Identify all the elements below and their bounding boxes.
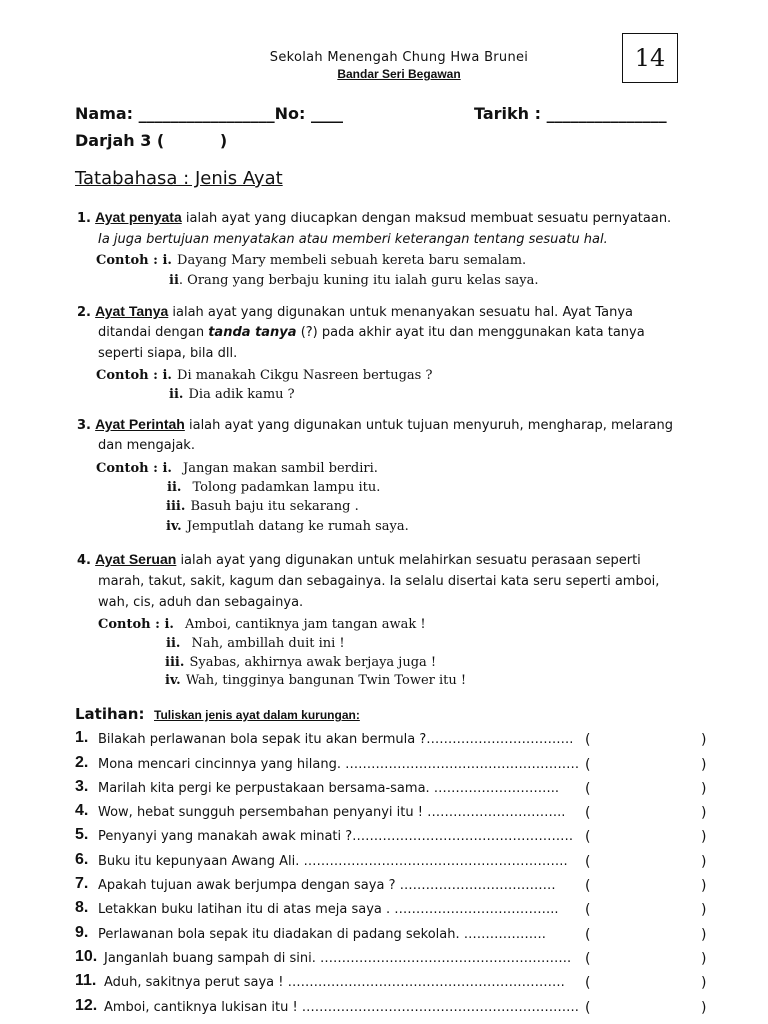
- example-text: Di manakah Cikgu Nasreen bertugas ?: [177, 368, 433, 383]
- example-num: iv.: [165, 673, 181, 688]
- answer-open-paren[interactable]: (: [585, 732, 591, 748]
- question-number: 8.: [75, 899, 89, 916]
- question-text: Apakah tujuan awak berjumpa dengan saya ? ………………………………: [98, 878, 556, 893]
- answer-close-paren[interactable]: ): [701, 902, 707, 918]
- answer-open-paren[interactable]: (: [585, 951, 591, 967]
- page-title: Tatabahasa : Jenis Ayat: [75, 168, 283, 189]
- answer-close-paren[interactable]: ): [701, 854, 707, 870]
- example-text: Dayang Mary membeli sebuah kereta baru semalam.: [177, 253, 527, 268]
- tarikh-field: Tarikh : _______________: [474, 104, 667, 123]
- contoh-label: Contoh :: [96, 461, 163, 476]
- section-number: 3.: [77, 418, 91, 433]
- answer-open-paren[interactable]: (: [585, 902, 591, 918]
- contoh-1: [96, 249, 526, 268]
- question-number: 3.: [75, 778, 89, 795]
- section-2: [77, 301, 633, 323]
- example-3-ii: [167, 476, 380, 495]
- contoh-3: [96, 457, 378, 476]
- example-num: i.: [162, 461, 172, 476]
- contoh-label: Contoh :: [98, 617, 165, 632]
- answer-close-paren[interactable]: ): [701, 951, 707, 967]
- question-text: Wow, hebat sungguh persembahan penyanyi itu ! …………………………..: [98, 805, 566, 820]
- nama-field: Nama: _________________No: ____: [75, 104, 343, 123]
- example-text: Nah, ambillah duit ini !: [191, 636, 345, 651]
- example-num: i.: [162, 253, 172, 268]
- section-1-line-2: Ia juga bertujuan menyatakan atau memberi keterangan tentang sesuatu hal.: [98, 232, 608, 247]
- section-3-line-2: dan mengajak.: [98, 438, 195, 453]
- example-num: i.: [164, 617, 174, 632]
- answer-open-paren[interactable]: (: [585, 854, 591, 870]
- answer-open-paren[interactable]: (: [585, 1000, 591, 1016]
- answer-open-paren[interactable]: (: [585, 781, 591, 797]
- question-number: 9.: [75, 924, 89, 941]
- answer-close-paren[interactable]: ): [701, 757, 707, 773]
- question-number: 4.: [75, 802, 89, 819]
- section-text: ialah ayat yang digunakan untuk melahirkan sesuatu perasaan seperti: [176, 553, 641, 568]
- example-num: iii.: [165, 655, 185, 670]
- term-ayat-perintah: Ayat Perintah: [95, 416, 185, 432]
- question-text: Mona mencari cincinnya yang hilang. ………………………………………………: [98, 757, 580, 772]
- contoh-label: Contoh :: [96, 253, 163, 268]
- answer-open-paren[interactable]: (: [585, 805, 591, 821]
- question-text: Penyanyi yang manakah awak minati ?……………………………………………: [98, 829, 574, 844]
- question-text: Bilakah perlawanan bola sepak itu akan bermula ?…………………………….: [98, 732, 574, 747]
- section-4-line-3: wah, cis, aduh dan sebagainya.: [98, 595, 304, 610]
- question-text: Letakkan buku latihan itu di atas meja saya . ………………………………..: [98, 902, 559, 917]
- example-text: . Orang yang berbaju kuning itu ialah guru kelas saya.: [178, 273, 539, 288]
- contoh-label: Contoh :: [96, 368, 163, 383]
- term-ayat-penyata: Ayat penyata: [95, 209, 182, 225]
- example-text: Syabas, akhirnya awak berjaya juga !: [189, 655, 437, 670]
- section-2-line-3: seperti siapa, bila dll.: [98, 346, 238, 361]
- question-text: Marilah kita pergi ke perpustakaan bersama-sama. ………………………..: [98, 781, 560, 796]
- answer-open-paren[interactable]: (: [585, 927, 591, 943]
- answer-open-paren[interactable]: (: [585, 757, 591, 773]
- question-text: Aduh, sakitnya perut saya ! ……………………………………………………….: [104, 975, 565, 990]
- answer-close-paren[interactable]: ): [701, 927, 707, 943]
- school-name: Sekolah Menengah Chung Hwa Brunei: [269, 50, 529, 65]
- example-num: ii.: [166, 636, 181, 651]
- latihan-instruction: Tuliskan jenis ayat dalam kurungan:: [154, 708, 360, 722]
- section-number: 2.: [77, 305, 91, 320]
- section-text: ditandai dengan: [98, 325, 209, 340]
- example-num: iv.: [166, 519, 182, 534]
- school-city: Bandar Seri Begawan: [337, 67, 461, 81]
- tanda-tanya: tanda tanya: [208, 325, 297, 340]
- example-3-iv: [166, 515, 409, 534]
- section-text: ialah ayat yang diucapkan dengan maksud membuat sesuatu pernyataan.: [181, 211, 672, 226]
- question-number: 1.: [75, 729, 89, 746]
- example-num: ii: [169, 273, 179, 288]
- question-text: Janganlah buang sampah di sini. ………………………………………………….: [104, 951, 572, 966]
- section-text: ialah ayat yang digunakan untuk tujuan menyuruh, mengharap, melarang: [184, 418, 674, 433]
- example-4-ii: [166, 632, 345, 651]
- darjah-field: Darjah 3 ( ): [75, 131, 228, 150]
- answer-open-paren[interactable]: (: [585, 878, 591, 894]
- example-num: iii.: [166, 499, 186, 514]
- section-2-line-2: [98, 322, 645, 343]
- example-text: Basuh baju itu sekarang .: [190, 499, 359, 514]
- term-ayat-tanya: Ayat Tanya: [95, 303, 169, 319]
- example-text: Jangan makan sambil berdiri.: [183, 461, 378, 476]
- question-number: 7.: [75, 875, 89, 892]
- example-3-iii: [166, 495, 359, 514]
- answer-open-paren[interactable]: (: [585, 975, 591, 991]
- example-num: i.: [162, 368, 172, 383]
- question-number: 5.: [75, 826, 89, 843]
- question-number: 6.: [75, 851, 89, 868]
- page-number-box: [622, 33, 678, 83]
- answer-close-paren[interactable]: ): [701, 1000, 707, 1016]
- answer-close-paren[interactable]: ): [701, 781, 707, 797]
- section-3: [77, 414, 673, 436]
- answer-close-paren[interactable]: ): [701, 829, 707, 845]
- section-number: 4.: [77, 553, 91, 568]
- example-text: Amboi, cantiknya jam tangan awak !: [185, 617, 426, 632]
- contoh-2: [96, 364, 432, 383]
- term-ayat-seruan: Ayat Seruan: [95, 551, 177, 567]
- example-text: Wah, tingginya bangunan Twin Tower itu !: [185, 673, 467, 688]
- question-number: 11.: [75, 972, 97, 989]
- page-number: 14: [634, 44, 666, 72]
- section-text: (?) pada akhir ayat itu dan menggunakan kata tanya: [296, 325, 645, 340]
- example-num: ii.: [167, 480, 182, 495]
- example-text: Dia adik kamu ?: [188, 387, 295, 402]
- example-2-ii: [169, 383, 295, 402]
- question-text: Buku itu kepunyaan Awang Ali. …………………………………………………….: [98, 854, 568, 869]
- example-4-iv: [165, 669, 466, 688]
- example-text: Jemputlah datang ke rumah saya.: [186, 519, 409, 534]
- latihan-label: Latihan:: [75, 705, 145, 723]
- example-4-iii: [165, 651, 436, 670]
- question-number: 10.: [75, 948, 98, 965]
- answer-open-paren[interactable]: (: [585, 829, 591, 845]
- example-num: ii.: [169, 387, 184, 402]
- answer-close-paren[interactable]: ): [701, 878, 707, 894]
- answer-close-paren[interactable]: ): [701, 975, 707, 991]
- answer-close-paren[interactable]: ): [701, 805, 707, 821]
- section-4: [77, 549, 641, 571]
- section-1: [77, 207, 671, 229]
- question-number: 2.: [75, 754, 89, 771]
- section-text: ialah ayat yang digunakan untuk menanyakan sesuatu hal. Ayat Tanya: [168, 305, 633, 320]
- question-text: Amboi, cantiknya lukisan itu ! ……………………………………………………….: [104, 1000, 579, 1015]
- question-text: Perlawanan bola sepak itu diadakan di padang sekolah. ……………….: [98, 927, 546, 942]
- contoh-4: [98, 613, 426, 632]
- section-number: 1.: [77, 211, 91, 226]
- example-text: Tolong padamkan lampu itu.: [192, 480, 381, 495]
- question-number: 12.: [75, 997, 98, 1014]
- section-4-line-2: marah, takut, sakit, kagum dan sebagainya. Ia selalu disertai kata seru seperti amboi,: [98, 574, 660, 589]
- example-1-ii: [169, 269, 539, 288]
- answer-close-paren[interactable]: ): [701, 732, 707, 748]
